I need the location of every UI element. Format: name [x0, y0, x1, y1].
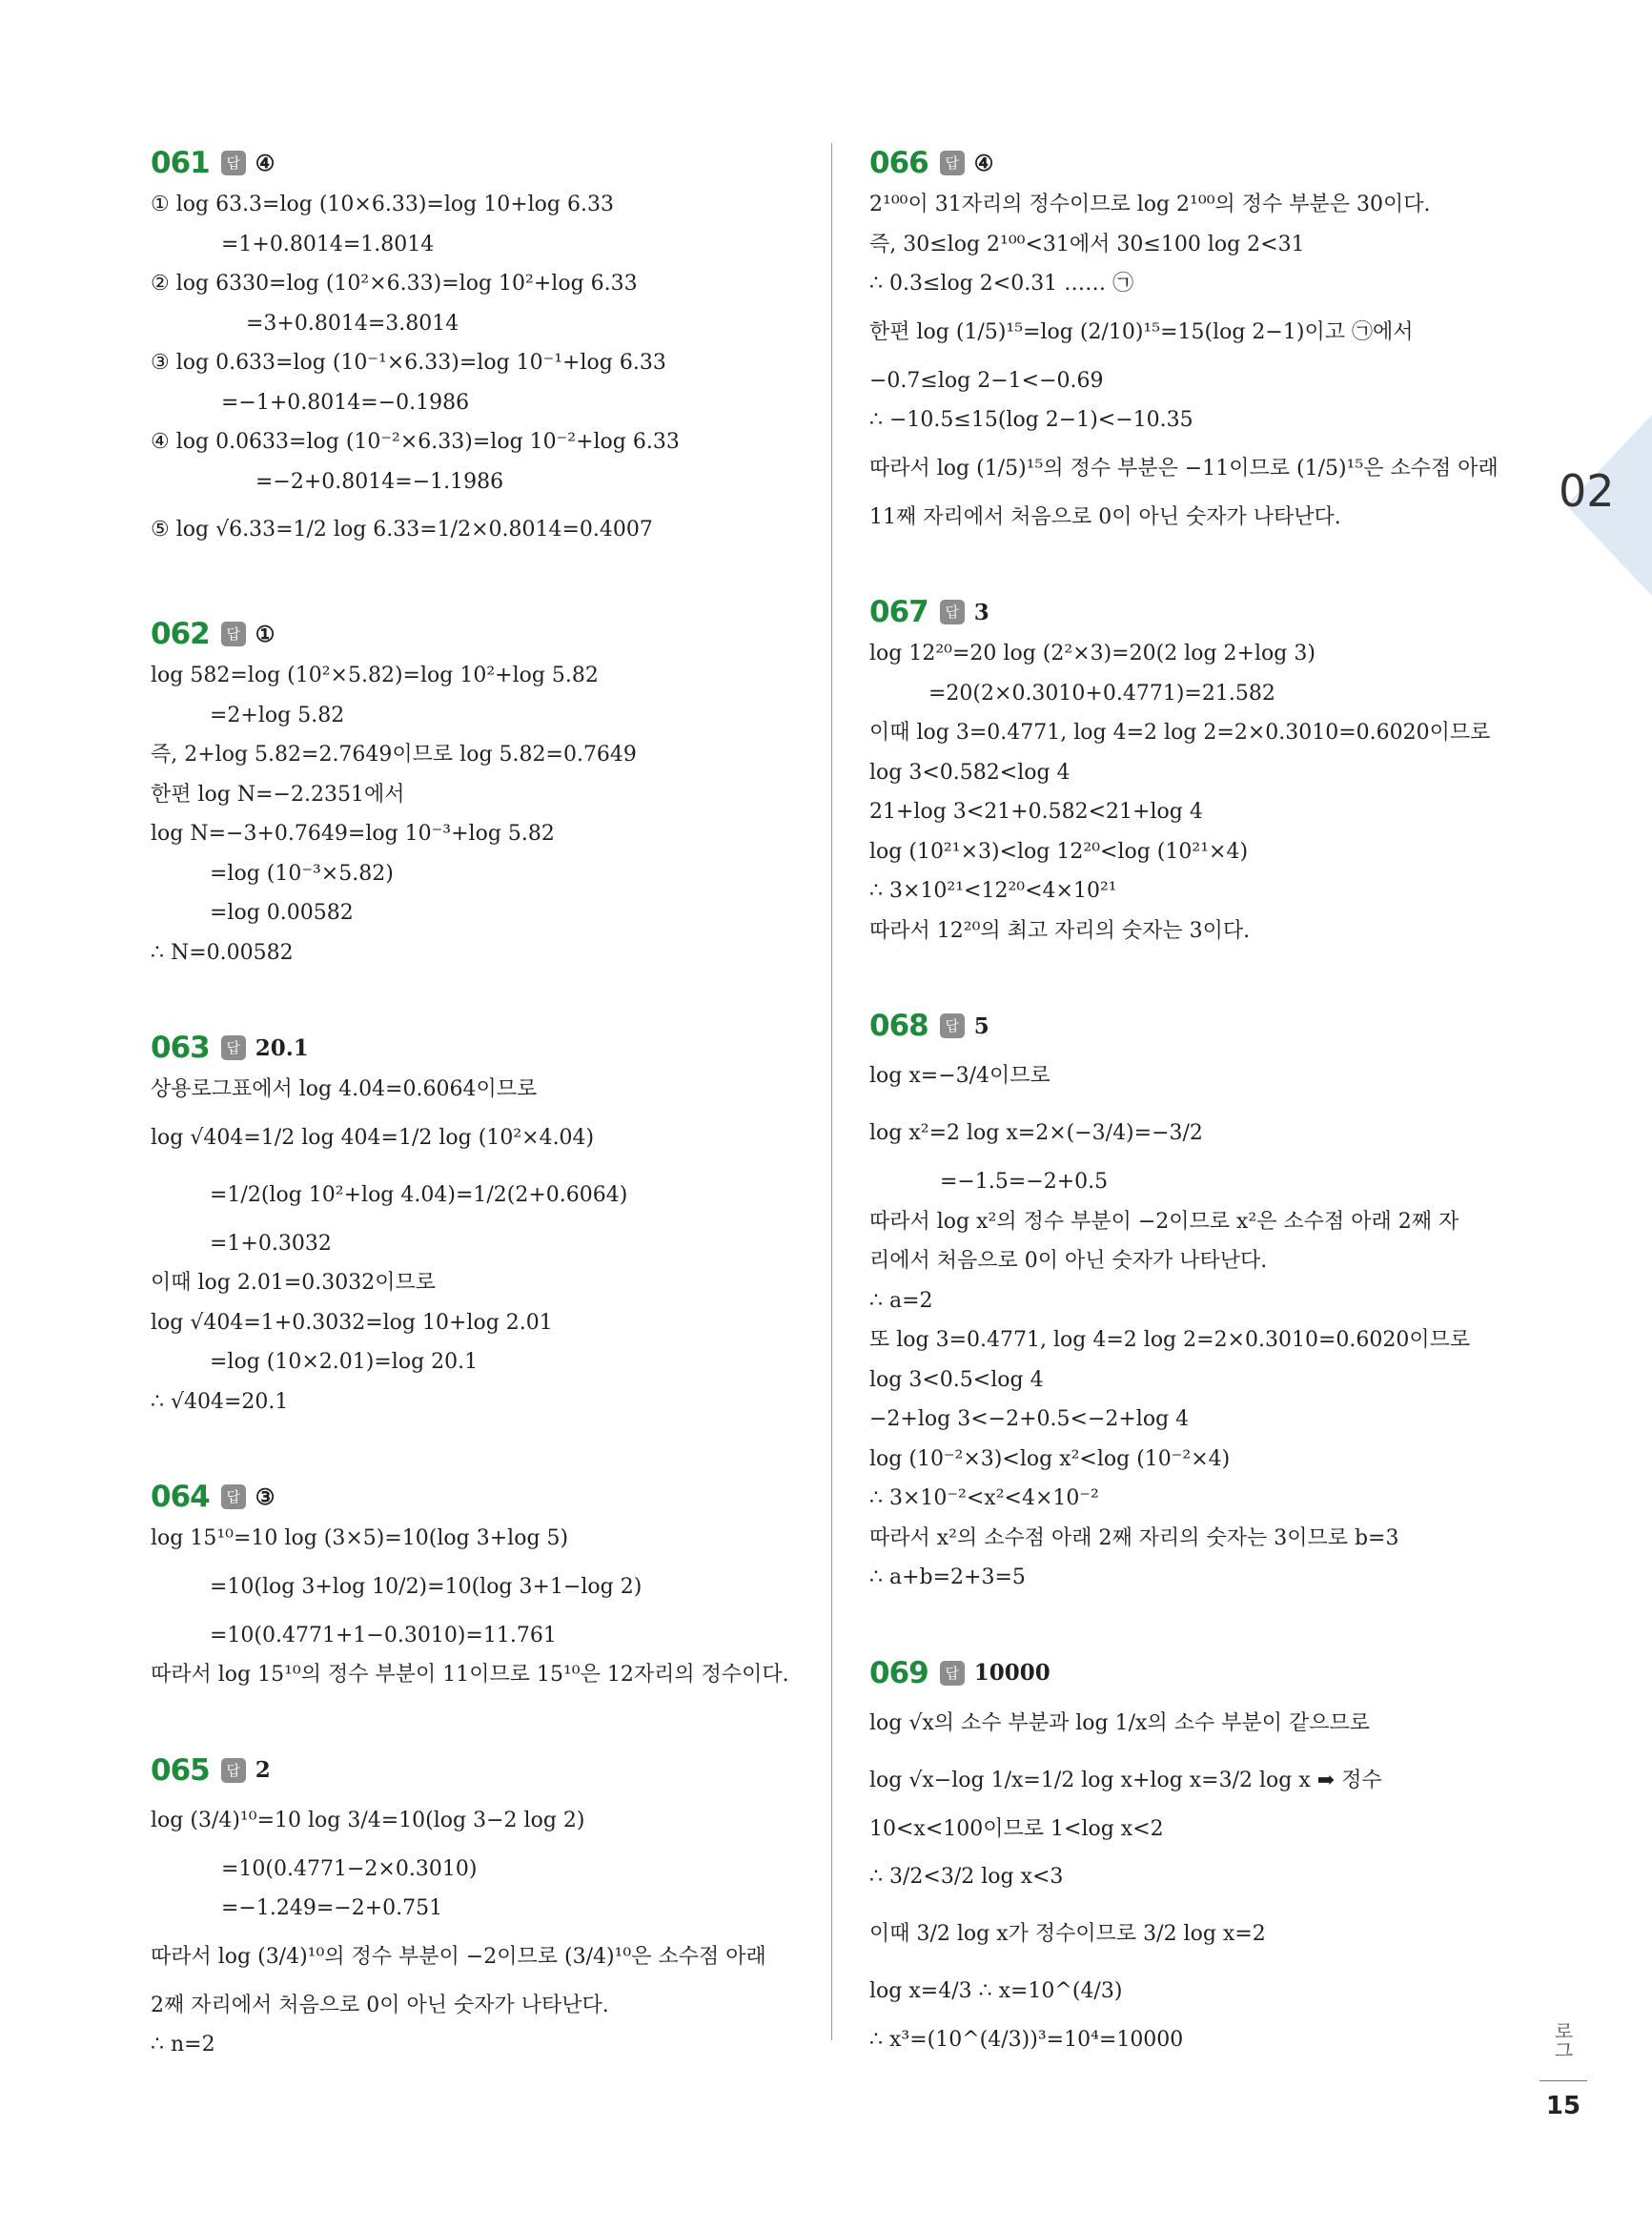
solution-line: −2+log 3<−2+0.5<−2+log 4: [869, 1407, 1190, 1431]
problem-header: [869, 143, 1527, 183]
solution-line: ∴ a=2: [869, 1288, 933, 1313]
problem-header: [151, 143, 808, 183]
problem-header: [869, 1006, 1527, 1046]
column-divider: [831, 143, 832, 2040]
solution-line: =−1+0.8014=−0.1986: [221, 390, 470, 415]
solution-line: 이때 log 2.01=0.3032이므로: [151, 1271, 437, 1295]
solution-line: =3+0.8014=3.8014: [246, 311, 459, 336]
answer-badge: 답: [221, 622, 246, 646]
problem-header: [869, 1653, 1527, 1693]
solution-line: ∴ a+b=2+3=5: [869, 1565, 1026, 1589]
solution-line: log 15¹⁰=10 log (3×5)=10(log 3+log 5): [151, 1526, 569, 1550]
solution-line: log 12²⁰=20 log (2²×3)=20(2 log 2+log 3): [869, 642, 1315, 665]
solution-line: ∴ 3×10²¹<12²⁰<4×10²¹: [869, 879, 1117, 903]
solution-line: −0.7≤log 2−1<−0.69: [869, 368, 1104, 393]
answer-value: 20.1: [255, 1034, 309, 1061]
problem-066: [869, 143, 1527, 537]
solution-line: log √x−log 1/x=1/2 log x+log x=3/2 log x ➡ 정수: [869, 1768, 1382, 1792]
problem-069: [869, 1653, 1527, 2060]
solution-line: ∴ 3/2<3/2 log x<3: [869, 1865, 1064, 1889]
solution-line: log (10⁻²×3)<log x²<log (10⁻²×4): [869, 1446, 1231, 1471]
solution-line: 따라서 log (1/5)¹⁵의 정수 부분은 −11이므로 (1/5)¹⁵은 소수점 아래: [869, 456, 1499, 481]
solution-line: 2¹⁰⁰이 31자리의 정수이므로 log 2¹⁰⁰의 정수 부분은 30이다.: [869, 193, 1431, 216]
solution-line: 따라서 log 15¹⁰의 정수 부분이 11이므로 15¹⁰은 12자리의 정수이다.: [151, 1663, 789, 1687]
page-number: 15: [1545, 2092, 1581, 2120]
solution-line: log x²=2 log x=2×(−3/4)=−3/2: [869, 1121, 1203, 1145]
solution-line: 또 log 3=0.4771, log 4=2 log 2=2×0.3010=0.6020이므로: [869, 1328, 1471, 1352]
solution-line: log (3/4)¹⁰=10 log 3/4=10(log 3−2 log 2): [151, 1808, 585, 1832]
solution-line: 21+log 3<21+0.582<21+log 4: [869, 800, 1203, 824]
solution-line: log x=−3/4이므로: [869, 1064, 1050, 1088]
answer-badge: 답: [221, 1758, 246, 1783]
problem-062: [151, 614, 808, 972]
answer-value: 2: [255, 1757, 271, 1783]
problem-header: [151, 1750, 808, 1790]
solution-line: =2+log 5.82: [210, 703, 345, 727]
solution-line: =1+0.3032: [210, 1231, 332, 1256]
problem-number: 067: [869, 595, 928, 629]
solution-line: =log (10×2.01)=log 20.1: [210, 1350, 479, 1374]
problem-068: [869, 1006, 1527, 1598]
solution-line: =10(0.4771+1−0.3010)=11.761: [210, 1623, 557, 1647]
problem-header: [151, 1477, 808, 1517]
solution-line: =−2+0.8014=−1.1986: [255, 469, 504, 494]
solution-line: log √404=1/2 log 404=1/2 log (10²×4.04): [151, 1125, 595, 1150]
answer-badge: 답: [940, 1661, 965, 1686]
problem-number: 064: [151, 1480, 210, 1514]
solution-line: =log 0.00582: [210, 901, 354, 925]
answer-value: 3: [973, 599, 989, 625]
problem-header: [869, 592, 1527, 632]
solution-line: ∴ √404=20.1: [151, 1389, 289, 1414]
solution-line: 상용로그표에서 log 4.04=0.6064이므로: [151, 1077, 538, 1101]
solution-line: ③ log 0.633=log (10⁻¹×6.33)=log 10⁻¹+log 6.33: [151, 351, 666, 375]
right-column: [869, 143, 1527, 2116]
solution-line: =1/2(log 10²+log 4.04)=1/2(2+0.6064): [210, 1182, 628, 1207]
problem-number: 061: [151, 146, 210, 180]
answer-value: 5: [973, 1013, 989, 1039]
chapter-label: 로그: [1551, 2021, 1574, 2059]
answer-value: ①: [255, 621, 275, 647]
solution-line: 따라서 12²⁰의 최고 자리의 숫자는 3이다.: [869, 918, 1251, 943]
solution-line: =−1.5=−2+0.5: [940, 1170, 1109, 1194]
solution-line: ∴ x³=(10^(4/3))³=10⁴=10000: [869, 2028, 1184, 2052]
solution-line: ∴ −10.5≤15(log 2−1)<−10.35: [869, 408, 1193, 432]
problem-number: 065: [151, 1752, 210, 1788]
problem-064: [151, 1477, 808, 1695]
solution-line: log 3<0.5<log 4: [869, 1367, 1044, 1392]
solution-line: =10(0.4771−2×0.3010): [221, 1856, 478, 1881]
left-column: [151, 143, 808, 2120]
answer-badge: 답: [221, 1035, 246, 1060]
solution-line: 따라서 x²의 소수점 아래 2째 자리의 숫자는 3이므로 b=3: [869, 1525, 1399, 1550]
answer-badge: 답: [221, 1484, 246, 1509]
problem-061: [151, 143, 808, 559]
problem-063: [151, 1028, 808, 1422]
answer-value: 10000: [973, 1660, 1050, 1686]
problem-number: 069: [869, 1655, 928, 1690]
solution-line: 2째 자리에서 처음으로 0이 아닌 숫자가 나타난다.: [151, 1993, 609, 2017]
page-rule: [1540, 2080, 1587, 2081]
solution-line: 11째 자리에서 처음으로 0이 아닌 숫자가 나타난다.: [869, 504, 1341, 529]
solution-line: 이때 3/2 log x가 정수이므로 3/2 log x=2: [869, 1922, 1266, 1946]
solution-line: =20(2×0.3010+0.4771)=21.582: [928, 681, 1275, 706]
solution-line: ④ log 0.0633=log (10⁻²×6.33)=log 10⁻²+log 6.33: [151, 430, 680, 454]
solution-line: 따라서 log (3/4)¹⁰의 정수 부분이 −2이므로 (3/4)¹⁰은 소수점 아래: [151, 1944, 766, 1969]
solution-line: log (10²¹×3)<log 12²⁰<log (10²¹×4): [869, 839, 1249, 864]
solution-line: log N=−3+0.7649=log 10⁻³+log 5.82: [151, 822, 555, 846]
solution-line: ① log 63.3=log (10×6.33)=log 10+log 6.33: [151, 193, 614, 216]
solution-line: ② log 6330=log (10²×6.33)=log 10²+log 6.33: [151, 272, 638, 296]
problem-header: [151, 614, 808, 654]
solution-line: =10(log 3+log 10/2)=10(log 3+1−log 2): [210, 1574, 642, 1599]
problem-number: 062: [151, 617, 210, 651]
chapter-number: 02: [1559, 465, 1615, 517]
answer-badge: 답: [221, 151, 246, 175]
solution-line: log √404=1+0.3032=log 10+log 2.01: [151, 1310, 553, 1335]
solution-line: =1+0.8014=1.8014: [221, 232, 435, 256]
solution-line: log √x의 소수 부분과 log 1/x의 소수 부분이 같으므로: [869, 1710, 1370, 1735]
answer-badge: 답: [940, 1013, 965, 1038]
solution-line: log 582=log (10²×5.82)=log 10²+log 5.82: [151, 664, 599, 687]
problem-header: [151, 1028, 808, 1068]
solution-line: 한편 log N=−2.2351에서: [151, 782, 405, 807]
problem-number: 066: [869, 146, 928, 180]
solution-line: 한편 log (1/5)¹⁵=log (2/10)¹⁵=15(log 2−1)이고 ㉠에서: [869, 319, 1414, 344]
solution-line: 리에서 처음으로 0이 아닌 숫자가 나타난다.: [869, 1249, 1268, 1273]
problem-number: 068: [869, 1009, 928, 1043]
solution-line: 10<x<100이므로 1<log x<2: [869, 1816, 1164, 1841]
solution-line: ∴ 0.3≤log 2<0.31 …… ㉠: [869, 272, 1134, 296]
solution-line: 즉, 2+log 5.82=2.7649이므로 log 5.82=0.7649: [151, 743, 637, 767]
answer-badge: 답: [940, 600, 965, 624]
answer-value: ④: [973, 150, 994, 176]
answer-value: ④: [255, 150, 275, 176]
solution-line: log 3<0.582<log 4: [869, 760, 1071, 785]
answer-badge: 답: [940, 151, 965, 175]
solution-line: ⑤ log √6.33=1/2 log 6.33=1/2×0.8014=0.4007: [151, 518, 653, 542]
solution-line: 이때 log 3=0.4771, log 4=2 log 2=2×0.3010=0.6020이므로: [869, 721, 1491, 745]
answer-value: ③: [255, 1483, 275, 1510]
solution-line: ∴ N=0.00582: [151, 940, 294, 965]
solution-line: 즉, 30≤log 2¹⁰⁰<31에서 30≤100 log 2<31: [869, 232, 1305, 256]
solution-line: log x=4/3 ∴ x=10^(4/3): [869, 1979, 1123, 2003]
solution-line: 따라서 log x²의 정수 부분이 −2이므로 x²은 소수점 아래 2째 자: [869, 1209, 1459, 1234]
solution-line: ∴ 3×10⁻²<x²<4×10⁻²: [869, 1486, 1099, 1510]
problem-067: [869, 592, 1527, 951]
problem-number: 063: [151, 1031, 210, 1065]
solution-line: ∴ n=2: [151, 2033, 215, 2056]
solution-line: =log (10⁻³×5.82): [210, 861, 394, 886]
problem-065: [151, 1750, 808, 2065]
solution-line: =−1.249=−2+0.751: [221, 1896, 443, 1920]
